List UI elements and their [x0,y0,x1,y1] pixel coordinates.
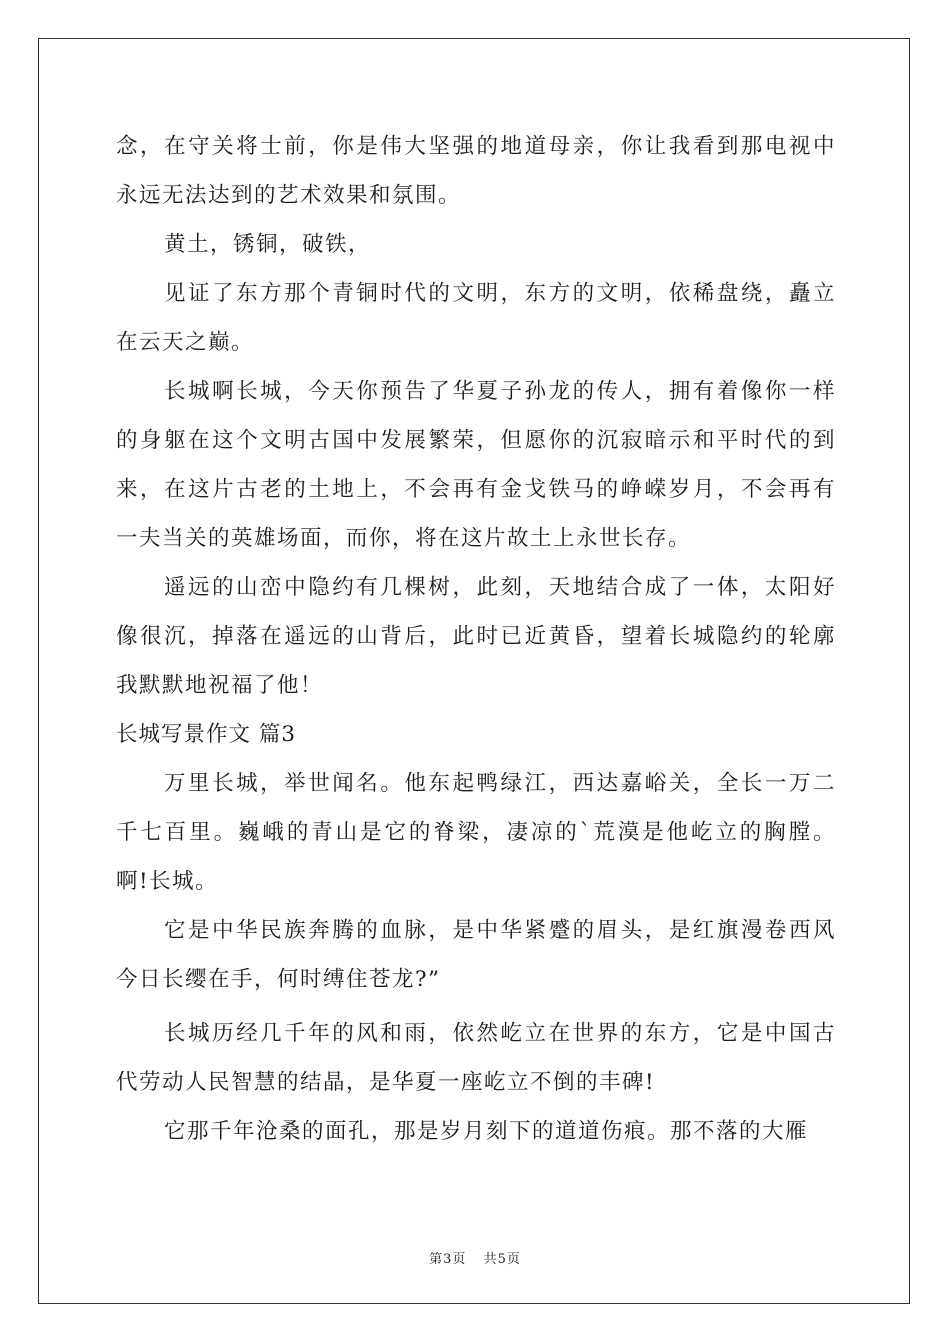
text-line: 一夫当关的英雄场面，而你，将在这片故土上永世长存。 [116,526,692,551]
text-line: 遥远的山峦中隐约有几棵树，此刻，天地结合成了一体，太阳好 [164,575,836,600]
section-heading [116,716,836,765]
current-page-label: 第3页 [429,1252,467,1267]
document-body [116,128,836,1162]
text-line: 它那千年沧桑的面孔，那是岁月刻下的道道伤痕。那不落的大雁 [164,1119,809,1144]
paragraph [116,275,836,373]
text-line: 的身躯在这个文明古国中发展繁荣，但愿你的沉寂暗示和平时代的到 [116,428,836,453]
text-line: 万里长城，举世闻名。他东起鸭绿江，西达嘉峪关，全长一万二 [164,771,836,796]
text-line: 黄土，锈铜，破铁， [164,232,372,257]
text-line: 念，在守关将士前，你是伟大坚强的地道母亲，你让我看到那电视中 [116,134,836,159]
text-line: 千七百里。巍峨的青山是它的脊梁，凄凉的`荒漠是他屹立的胸膛。 [116,820,836,845]
paragraph [116,1113,836,1162]
page-footer [0,1248,950,1267]
text-line: 像很沉，掉落在遥远的山背后，此时已近黄昏，望着长城隐约的轮廓 [116,624,836,649]
text-line: 见证了东方那个青铜时代的文明，东方的文明，依稀盘绕，矗立 [164,281,836,306]
total-pages-label: 共5页 [483,1252,521,1267]
text-line: 在云天之巅。 [116,330,255,355]
text-line: 我默默地祝福了他！ [116,673,324,698]
paragraph [116,128,836,226]
text-line: 长城历经几千年的风和雨，依然屹立在世界的东方，它是中国古 [164,1021,836,1046]
paragraph [116,765,836,912]
text-line: 长城啊长城，今天你预告了华夏子孙龙的传人，拥有着像你一样 [164,379,836,404]
text-line: 啊!长城。 [116,869,219,894]
text-line: 代劳动人民智慧的结晶，是华夏一座屹立不倒的丰碑! [116,1070,656,1095]
text-line: 它是中华民族奔腾的血脉，是中华紧蹙的眉头，是红旗漫卷西风 [164,918,836,943]
paragraph [116,226,836,275]
heading-text: 长城写景作文 篇3 [116,722,297,747]
paragraph [116,912,836,1010]
text-line: 永远无法达到的艺术效果和氛围。 [116,183,462,208]
text-line: 来，在这片古老的土地上，不会再有金戈铁马的峥嵘岁月，不会再有 [116,477,836,502]
paragraph [116,373,836,569]
paragraph [116,569,836,716]
paragraph [116,1015,836,1113]
text-line: 今日长缨在手，何时缚住苍龙?” [116,967,441,992]
